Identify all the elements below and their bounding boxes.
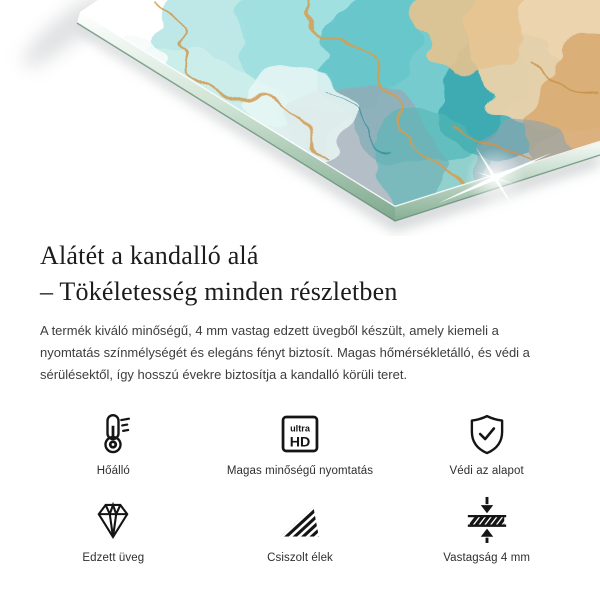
feature-thickness — [393, 493, 580, 564]
polished-edges-icon — [277, 493, 323, 543]
feature-label: Magas minőségű nyomtatás — [226, 465, 374, 477]
feature-polished-edges — [207, 493, 394, 564]
glass-panel-illustration — [0, 0, 600, 236]
ultra-label: ultra — [290, 423, 310, 434]
page-title — [40, 238, 560, 310]
page-title-line1: Alátét a kandalló alá — [40, 241, 259, 270]
feature-label: Edzett üveg — [82, 552, 145, 564]
thickness-icon — [464, 493, 510, 543]
features-grid — [20, 406, 580, 564]
shield-check-icon — [465, 406, 509, 456]
page-title-line2: – Tökéletesség minden részletben — [40, 277, 398, 306]
hd-label: HD — [289, 434, 311, 451]
feature-tempered-glass — [20, 493, 207, 564]
feature-label: Csiszolt élek — [267, 552, 333, 564]
product-image — [0, 0, 600, 236]
feature-heat-resistant — [20, 406, 207, 477]
feature-print-quality — [207, 406, 394, 477]
feature-label: Hőálló — [96, 465, 130, 477]
feature-label: Vastagság 4 mm — [443, 552, 531, 564]
feature-protects-base — [393, 406, 580, 477]
thermometer-icon — [91, 406, 135, 456]
product-description: A termék kiváló minőségű, 4 mm vastag edzett üvegből készült, amely kiemeli a nyomtatás színmélységét és elegáns fényt biztosít. Magas hőmérsékletálló, és védi a sérülésektől, így hosszú évekre biztosítja a kandalló körüli teret. — [40, 323, 530, 382]
ultra-hd-icon — [278, 406, 322, 456]
feature-label: Védi az alapot — [449, 465, 524, 477]
diamond-icon — [90, 493, 136, 543]
